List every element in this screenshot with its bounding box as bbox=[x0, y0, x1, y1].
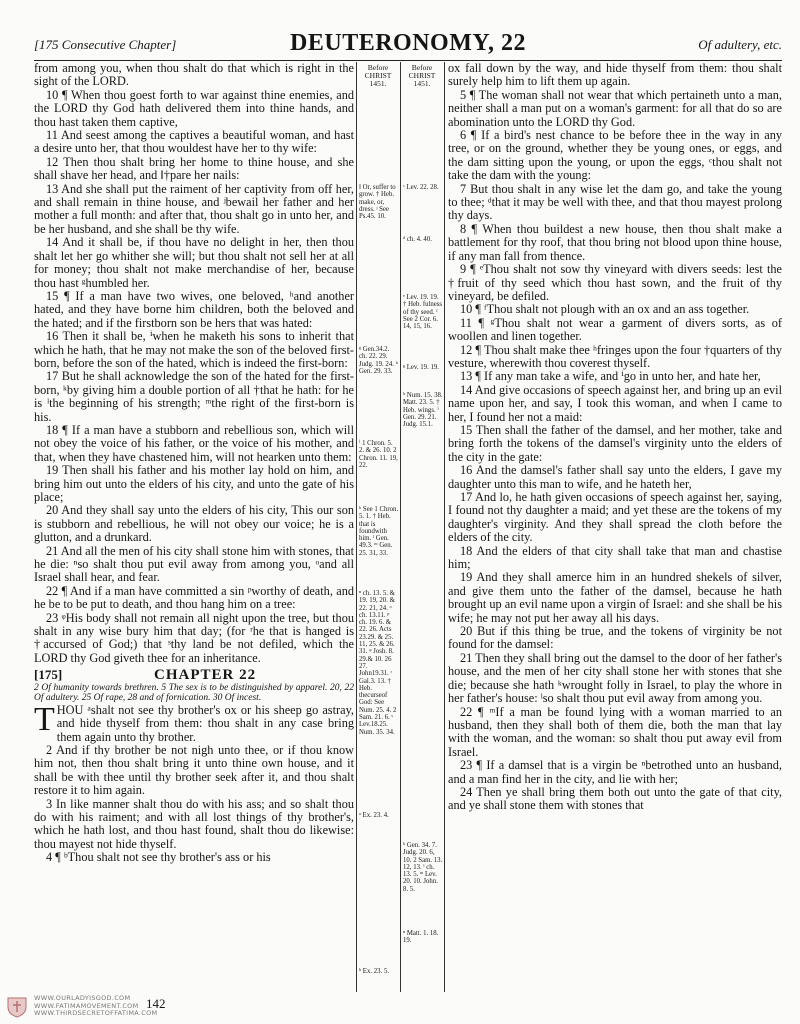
verse: 21 And all the men of his city shall stone him with stones, that he die: ⁿso shalt thou put evil away from among you, ᵒand all Israel shall hear, and fear. bbox=[34, 543, 354, 585]
reference-note: ᵍ Lev. 19. 19. bbox=[403, 364, 439, 371]
verse: 23 ¶ If a damsel that is a virgin be ⁿbetrothed unto an husband, and a man find her in the city, and lie with her; bbox=[448, 758, 782, 786]
verse: 22 ¶ And if a man have committed a sin ᵖworthy of death, and he be to be put to death, and thou hang him on a tree: bbox=[34, 583, 354, 612]
text-column-right bbox=[448, 62, 782, 992]
verse: 12 Then thou shalt bring her home to thine house, and she shall shave her head, and ‖†pare her nails: bbox=[34, 154, 354, 183]
verse: 23 ᵠHis body shall not remain all night upon the tree, but thou shalt in any wise bury him that day; (for ʳhe that is hanged is †accursed of God;) that ˢthy land be not defiled, which the LORD thy God giveth thee for an inheritance. bbox=[34, 610, 354, 665]
header-book-title: DEUTERONOMY, 22 bbox=[290, 30, 526, 56]
verse: 17 But he shall acknowledge the son of the hated for the first-born, ᵏby giving him a double portion of all †that he hath: for he is ˡthe beginning of his strength; ᵐthe right of the first-born is his. bbox=[34, 369, 354, 424]
reference-note: ⁱ 1 Chron. 5. 2. & 26. 10. 2 Chron. 11. 19, 22. bbox=[359, 440, 398, 469]
reference-note: ‖ Or, suffer to grow. † Heb. make, or, dress. ʲ See Ps.45. 10. bbox=[359, 184, 396, 221]
verse: 10 ¶ When thou goest forth to war against thine enemies, and the LORD thy God hath delivered them into thine hands, and thou hast taken them captive, bbox=[34, 87, 354, 129]
verse: 18 ¶ If a man have a stubborn and rebellious son, which will not obey the voice of his father, or the voice of his mother, and that, when they have chastened him, will not hearken unto them: bbox=[34, 422, 354, 464]
verse: 2 And if thy brother be not nigh unto thee, or if thou know him not, then thou shalt bring it unto thine own house, and it shall be with thee until thy brother seek after it, and thou shalt restore it to him again. bbox=[34, 742, 354, 798]
running-header bbox=[34, 30, 782, 56]
column-divider bbox=[400, 62, 401, 992]
text-column-left bbox=[34, 62, 354, 992]
verse: 10 ¶ ᶠThou shalt not plough with an ox and an ass together. bbox=[460, 302, 750, 317]
verse: 16 And the damsel's father shall say unto the elders, I gave my daughter unto this man to wife, and he hateth her, bbox=[448, 463, 782, 491]
chapter-consecutive-number: [175] bbox=[34, 667, 63, 683]
verse: 9 ¶ ᵉThou shalt not sow thy vineyard with divers seeds: lest the †fruit of thy seed which thou hast sown, and the fruit of thy vineyard, be defiled. bbox=[448, 262, 782, 303]
column-divider bbox=[444, 62, 445, 992]
shield-logo-icon bbox=[6, 996, 28, 1018]
verse: 20 But if this thing be true, and the tokens of virginity be not found for the damsel: bbox=[448, 624, 782, 652]
drop-cap: T bbox=[34, 700, 55, 738]
reference-note: ⁿ ch. 13. 5. & 19. 19, 20. & 22. 21, 24. ᵒ ch. 13.11. ᵖ ch. 19. 6. & 22. 26. Acts 23.29. & 25. 11, 25. & 26. 31. ᵠ Josh. 8. 29.& 10. 26 27. John19.31. ʳ Gal.3. 13. † Heb. thecurseof God: See Num. 25. 4. 2 Sam. 21. 6. ˢ Lev.18.25. Num. 35. 34. bbox=[359, 590, 397, 736]
website-link[interactable]: WWW.THIRDSECRETOFFATIMA.COM bbox=[34, 1009, 158, 1017]
verse: 7 But thou shalt in any wise let the dam go, and take the young to thee; ᵈthat it may be well with thee, and that thou mayest prolong thy days. bbox=[448, 181, 782, 223]
verse: 19 Then shall his father and his mother lay hold on him, and bring him out unto the elders of his city, and unto the gate of his place; bbox=[34, 463, 354, 504]
verse: 8 ¶ When thou buildest a new house, then thou shalt make a battlement for thy roof, that thou bring not blood upon thine house, if any man fall from thence. bbox=[448, 221, 782, 263]
website-link[interactable]: WWW.OURLADYISGOD.COM bbox=[34, 994, 131, 1002]
verse: 15 Then shall the father of the damsel, and her mother, take and bring forth the tokens of the damsel's virginity unto the elders of the city in the gate: bbox=[448, 422, 782, 464]
verse: 11 ¶ ᵍThou shalt not wear a garment of divers sorts, as of woollen and linen together. bbox=[448, 315, 782, 344]
verse: 16 Then it shall be, ⁱwhen he maketh his sons to inherit that which he hath, that he may not make the son of the beloved first-born, before the son of the hated, which is indeed the first-born: bbox=[34, 329, 354, 370]
reference-note: ᵇ Ex. 23. 5. bbox=[359, 968, 390, 975]
verse: 15 ¶ If a man have two wives, one beloved, ʰand another hated, and they have borne him children, both the beloved and the hated; and if the firstborn son be hers that was hated: bbox=[34, 288, 354, 330]
verse: 5 ¶ The woman shall not wear that which pertaineth unto a man, neither shall a man put on a woman's garment: for all that do so are abomination unto the LORD thy God. bbox=[448, 87, 782, 129]
header-topic: Of adultery, etc. bbox=[698, 37, 782, 52]
verse: 22 ¶ ᵐIf a man be found lying with a woman married to an husband, then they shall both of them die, both the man that lay with the woman, and the woman: so shalt thou put away evil from Israel. bbox=[448, 704, 782, 759]
reference-note: ᵈ ch. 4. 40. bbox=[403, 236, 432, 243]
verse: 21 Then they shall bring out the damsel to the door of her father's house, and the men of her city shall stone her with stones that she die; because she hath ᵏwrought folly in Israel, to play the whore in her father's house: ˡso shalt thou put evil away from among you. bbox=[448, 650, 782, 706]
chapter-heading bbox=[34, 668, 354, 682]
header-chapter-count: [175 Consecutive Chapter] bbox=[34, 37, 177, 52]
verse: 14 And it shall be, if thou have no delight in her, then thou shalt let her go whither she will; but thou shalt not sell her at all for money; thou shalt not make merchandise of her, because thou hast ᵍhumbled her. bbox=[34, 235, 354, 290]
reference-note: ᵏ Gen. 34. 7. Judg. 20. 6, 10. 2 Sam. 13. 12, 13. ˡ ch. 13. 5. ᵐ Lev. 20. 10. John. 8. 5. bbox=[403, 842, 443, 893]
chapter-summary: 2 Of humanity towards brethren. 5 The sex is to be distinguished by apparel. 20, 22 Of adultery. 25 Of rape, 28 and of fornication. 30 Of incest. bbox=[34, 682, 354, 704]
website-link[interactable]: WWW.FATIMAMOVEMENT.COM bbox=[34, 1001, 139, 1010]
date-heading-right: Before CHRIST 1451. bbox=[408, 63, 436, 88]
verse: 13 And she shall put the raiment of her captivity from off her, and shall remain in thine house, and ʲbewail her father and her mother a full month: and after that, thou shalt go in unto her, and be her husband, and she shall be thy wife. bbox=[34, 181, 354, 236]
verse: 18 And the elders of that city shall take that man and chastise him; bbox=[448, 543, 782, 572]
verse: 3 In like manner shalt thou do with his ass; and so shalt thou do with his raiment; and with all lost things of thy brother's, which he hath lost, and thou hast found, shalt thou do likewise: thou mayest not hide thyself. bbox=[34, 796, 354, 851]
reference-note: ⁿ Matt. 1. 18. 19. bbox=[403, 930, 439, 945]
first-verse-text: HOU ᵃshalt not see thy brother's ox or his sheep go astray, and hide thyself from them: thou shalt in any case bring them again unto thy brother. bbox=[56, 702, 354, 744]
verse: from among you, when thou shalt do that which is right in the sight of the LORD. bbox=[34, 62, 354, 89]
verse: 6 ¶ If a bird's nest chance to be before thee in the way in any tree, or on the ground, whether they be young ones, or eggs, and the dam sitting upon the young, or upon the eggs, ᶜthou shalt not take the dam with the young: bbox=[448, 128, 782, 183]
page-number: 142 bbox=[146, 996, 166, 1011]
verse: 11 And seest among the captives a beautiful woman, and hast a desire unto her, that thou wouldest have her to thy wife: bbox=[34, 128, 354, 156]
reference-note: ᶜ Lev. 22. 28. bbox=[403, 184, 439, 191]
first-verse bbox=[34, 700, 354, 744]
reference-note: ᵍ Gen.34.2. ch. 22. 29. Judg. 19. 24. ʰ Gen. 29. 33. bbox=[359, 346, 398, 375]
chapter-title: CHAPTER 22 bbox=[154, 667, 257, 684]
cross-reference-margin bbox=[356, 62, 444, 992]
verse: 14 And give occasions of speech against her, and bring up an evil name upon her, and say, I took this woman, and when I came to her, I found her not a maid: bbox=[448, 382, 782, 424]
reference-note: ᵏ See 1 Chron. 5. 1. † Heb. that is foundwith him. ˡ Gen. 49.3. ᵐ Gen. 25. 31, 33. bbox=[359, 506, 399, 557]
verse: 24 Then ye shall bring them both out unto the gate of that city, and ye shall stone them with stones that bbox=[448, 784, 782, 813]
reference-note: ᵃ Ex. 23. 4. bbox=[359, 812, 389, 819]
header-rule bbox=[34, 60, 782, 61]
page-footer bbox=[0, 994, 800, 1024]
verse: 4 ¶ ᵇThou shalt not see thy brother's ass or his bbox=[46, 850, 271, 865]
reference-note: ʰ Num. 15. 38. Matt. 23. 5. † Heb. wings. ⁱ Gen. 29. 21. Judg. 15.1. bbox=[403, 392, 443, 429]
column-divider bbox=[356, 62, 357, 992]
verse: 17 And lo, he hath given occasions of speech against her, saying, I found not thy daughter a maid; and yet these are the tokens of my daughter's virginity. And they shall spread the cloth before the elders of the city. bbox=[448, 490, 782, 545]
website-list bbox=[34, 995, 157, 1018]
verse: ox fall down by the way, and hide thyself from them: thou shalt surely help him to lift them up again. bbox=[448, 62, 782, 89]
date-heading-left: Before CHRIST 1451. bbox=[364, 63, 392, 88]
verse: 20 And they shall say unto the elders of his city, This our son is stubborn and rebellious, he will not obey our voice; he is a glutton, and a drunkard. bbox=[34, 503, 354, 545]
verse: 12 ¶ Thou shalt make thee ʰfringes upon the four †quarters of thy vesture, wherewith thou coverest thyself. bbox=[448, 342, 782, 370]
reference-note: ᵉ Lev. 19. 19. † Heb. fulness of thy seed. ᶠ See 2 Cor. 6. 14, 15, 16. bbox=[403, 294, 443, 331]
verse: 19 And they shall amerce him in an hundred shekels of silver, and give them unto the father of the damsel, because he hath brought up an evil name upon a virgin of Israel: and she shall be his wife; he may not put her away all his days. bbox=[448, 570, 782, 625]
verse: 13 ¶ If any man take a wife, and ⁱgo in unto her, and hate her, bbox=[460, 369, 761, 384]
